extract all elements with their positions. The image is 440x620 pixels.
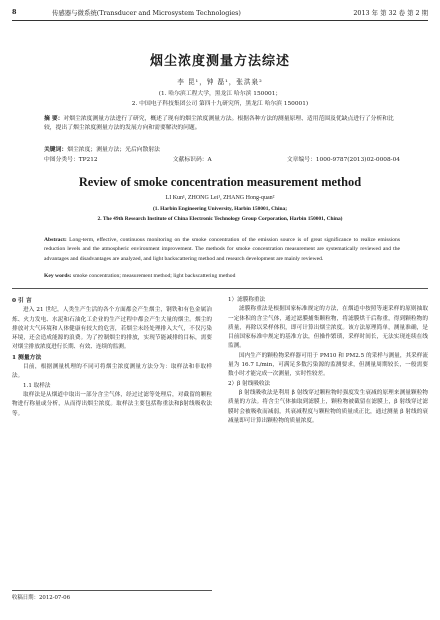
section-1-1-paragraph: 取样法是从烟道中取出一部分含尘气体，经过过滤等处理后，对截留的颗粒物进行称量或分析，从而得出烟尘浓度。取样法主要包括称重法和β射线吸收法等。: [12, 391, 212, 417]
page-number: 8: [12, 8, 17, 16]
right-column: [228, 296, 428, 426]
received-date: 收稿日期：2012-07-06: [12, 590, 212, 601]
left-column: [12, 296, 212, 419]
method-2-heading: 2）β 射线吸收法: [228, 380, 271, 387]
intro-heading: 0 引 言: [12, 298, 32, 304]
chinese-authors: 李 昆¹，钟 磊¹，张洪泉²: [177, 78, 263, 86]
english-authors: LI Kun¹, ZHONG Lei¹, ZHANG Hong-quan²: [165, 195, 275, 201]
section-1-paragraph: 目前，根据测量机理的不同可将烟尘浓度测量方法分为：取样法和非取样法。: [12, 364, 212, 380]
chinese-affiliation-1: (1. 哈尔滨工程大学，黑龙江 哈尔滨 150001；: [158, 91, 282, 97]
keywords-text: 烟尘浓度；测量方法；光后向散射法: [67, 147, 160, 153]
classification-line: [44, 154, 400, 163]
chinese-keywords: [44, 144, 400, 153]
english-abstract: [44, 236, 400, 264]
chinese-affiliation-2: 2. 中国电子科技集团公司 第四十九研究所，黑龙江 哈尔滨 150001): [131, 101, 309, 107]
section-divider: [12, 288, 428, 289]
chinese-abstract: [44, 115, 400, 134]
document-code: 文献标识码：A: [172, 157, 212, 163]
en-abstract-label: Abstract:: [44, 237, 67, 243]
method-1-heading: 1）滤膜称重法: [228, 297, 266, 303]
clc-number: 中图分类号：TP212: [44, 157, 98, 163]
article-number: 文章编号：1000-9787(2013)02-0008-04: [286, 157, 400, 163]
english-title: Review of smoke concentration measurement method: [78, 175, 362, 189]
method-1-paragraph: 滤膜称重法是根据国家标准规定的方法，在烟道中按照等速采样的原则抽取一定体积的含尘气体，通过滤膜捕集颗粒物，将滤膜烘干后称重，得到颗粒物的质量，再除以采样体积，即可计算出烟尘浓度。该方法原理简单，测量准确，是目前国家标准中规定的基准方法，但操作繁琐，采样时间长，无法实现连续在线监测。: [228, 306, 428, 350]
english-keywords: [44, 273, 400, 279]
method-2-paragraph: β 射线吸收法是利用 β 射线穿过颗粒物时强度发生衰减的原理来测量颗粒物质量的方法。将含尘气体抽取到滤膜上，颗粒物被截留在滤膜上，β 射线穿过滤膜时会被吸收而减弱，其衰减程度与颗粒物的质量成正比，通过测量 β 射线的衰减量即可计算出颗粒物的质量浓度。: [228, 389, 428, 424]
abstract-label: 摘 要：: [44, 116, 64, 122]
intro-paragraph: 进入 21 世纪，人类生产生活的各个方面都会产生烟尘，钢铁和有色金属冶炼、火力发电、水泥和石油化工企业的生产过程中都会产生大量的烟尘。烟尘的排放对大气环境和人体健康有较大的危害，若烟尘未经处理排入大气，不仅污染环境，还会造成能源的浪费。为了控制烟尘的排放，实现节能减排的目标，需要对烟尘排放浓度进行长期、有效、连续的监测。: [12, 307, 212, 351]
en-abstract-text: Long-term, effective, continuous monitoring on the smoke concentration of the emission source is of great significance to realize emissions reduction levels and the atmospheric environment improvement. The methods for smoke concentration measurement are systematically reviewed and the advantages and disadvantages are analyzed, and light backscattering method and research development are mainly reviewed.: [44, 237, 400, 262]
running-header: [12, 8, 428, 21]
en-keywords-text: smoke concentration; measurement method; light backscattering method: [72, 273, 236, 279]
journal-name: 传感器与微系统(Transducer and Microsystem Technologies): [52, 9, 241, 17]
method-1-paragraph-2: 国内生产的颗粒物采样器可用于 PM10 和 PM2.5 的采样与测量，其采样流量为 16.7 L/min，可满足多数污染源的监测要求，但测量周期较长，一般需要数小时才能完成一次测量，实时性较差。: [228, 352, 428, 378]
section-1-heading: 1 测量方法: [12, 354, 42, 361]
english-affiliation-1: (1. Harbin Engineering University, Harbin 150001, China;: [152, 206, 288, 212]
keywords-label: 关键词：: [44, 147, 68, 153]
issue-info: 2013 年 第 32 卷 第 2 期: [353, 9, 428, 17]
en-keywords-label: Key words:: [44, 273, 72, 279]
english-affiliation-2: 2. The 49th Research Institute of China Electronic Technology Group Corporation, Harbin 150001, China): [97, 216, 343, 222]
chinese-title: 烟尘浓度测量方法综述: [149, 54, 290, 69]
section-1-1-heading: 1.1 取样法: [23, 382, 51, 389]
abstract-text: 对烟尘浓度测量方法进行了研究，概述了现有的烟尘浓度测量方法。根据各种方法的测量原理、适用范围及优缺点进行了分析和比较，提出了烟尘浓度测量方法的发展方向和需要解决的问题。: [44, 116, 394, 132]
